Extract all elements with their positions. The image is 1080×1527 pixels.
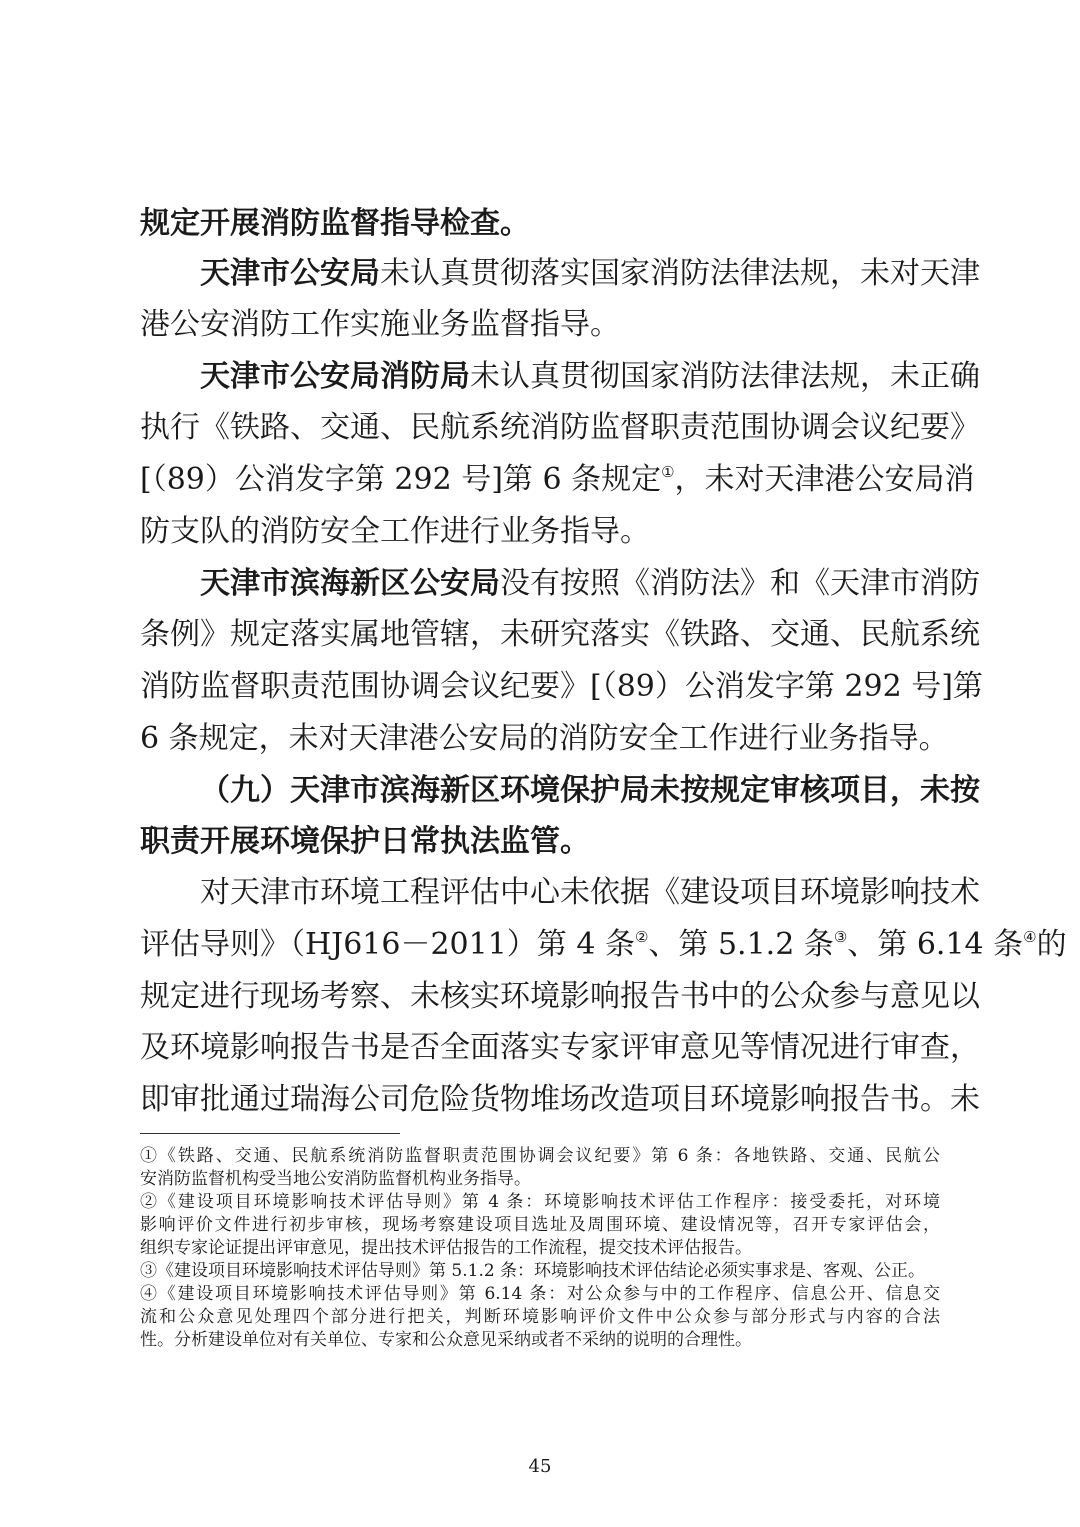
text: 职责开展环境保护日常执法监管。 xyxy=(140,824,590,859)
entity-name: 天津市滨海新区公安局 xyxy=(200,566,500,601)
entity-name: 天津市公安局消防局 xyxy=(200,359,470,394)
text: （九）天津市滨海新区环境保护局未按规定审核项目，未按 xyxy=(200,773,980,808)
body-line-7 xyxy=(140,502,940,562)
page-number: 45 xyxy=(528,1456,552,1477)
footnote-ref-4[interactable]: ④ xyxy=(1023,928,1037,946)
text: 、第 5.1.2 条 xyxy=(648,927,834,962)
body-line-6 xyxy=(140,450,975,510)
body-line-17 xyxy=(140,1018,980,1078)
text: [（89）公消发字第 292 号]第 6 条规定 xyxy=(140,462,662,497)
footnote-3: ③《建设项目环境影响技术评估导则》第 5.1.2 条：环境影响技术评估结论必须实事求是、客观、公正。 xyxy=(140,1261,926,1281)
body-line-14 xyxy=(200,863,980,923)
text: 规定进行现场考察、未核实环境影响报告书中的公众参与意见以 xyxy=(140,979,980,1014)
text: 没有按照《消防法》和《天津市消防 xyxy=(500,566,980,601)
text: 执行《铁路、交通、民航系统消防监督职责范围协调会议纪要》 xyxy=(140,410,980,445)
text: 评估导则》（HJ616－2011）第 4 条 xyxy=(140,927,635,962)
text: 及环境影响报告书是否全面落实专家评审意见等情况进行审查， xyxy=(140,1030,980,1065)
text: 条例》规定落实属地管辖，未研究落实《铁路、交通、民航系统 xyxy=(140,617,980,652)
footnote-ref-2[interactable]: ② xyxy=(634,928,649,946)
text: 防支队的消防安全工作进行业务指导。 xyxy=(140,514,650,549)
text: 6 条规定，未对天津港公安局的消防安全工作进行业务指导。 xyxy=(140,721,949,756)
text: 消防监督职责范围协调会议纪要》[（89）公消发字第 292 号]第 xyxy=(140,669,983,704)
body-line-3 xyxy=(140,295,940,355)
footnote-separator xyxy=(140,1133,400,1134)
text: ，未对天津港公安局消 xyxy=(674,462,975,497)
footnote-4-line-1: ④《建设项目环境影响技术评估导则》第 6.14 条：对公众参与中的工作程序、信息公开、信息交 xyxy=(140,1284,940,1304)
footnote-2-line-1: ②《建设项目环境影响技术评估导则》第 4 条：环境影响技术评估工作程序：接受委托，对环境 xyxy=(140,1192,940,1212)
text: 即审批通过瑞海公司危险货物堆场改造项目环境影响报告书。未 xyxy=(140,1082,980,1117)
footnote-4-line-2: 流和公众意见处理四个部分进行把关，判断环境影响评价文件中公众参与部分形式与内容的合法 xyxy=(140,1307,940,1327)
body-line-10 xyxy=(140,657,983,717)
footnote-2-line-3: 组织专家论证提出评审意见，提出技术评估报告的工作流程，提交技术评估报告。 xyxy=(140,1238,752,1258)
footnote-4-line-3: 性。分析建设单位对有关单位、专家和公众意见采纳或者不采纳的说明的合理性。 xyxy=(140,1330,752,1350)
footnote-ref-1[interactable]: ① xyxy=(661,463,675,481)
text: 未认真贯彻国家消防法律法规，未正确 xyxy=(470,359,980,394)
body-line-9 xyxy=(140,605,980,665)
footnote-ref-3[interactable]: ③ xyxy=(833,928,848,946)
text: 港公安消防工作实施业务监督指导。 xyxy=(140,307,620,342)
text: 的 xyxy=(1036,927,1067,962)
text: 对天津市环境工程评估中心未依据《建设项目环境影响技术 xyxy=(200,875,980,910)
body-line-15 xyxy=(140,915,1067,975)
footnote-2-line-2: 影响评价文件进行初步审核，现场考察建设项目选址及周围环境、建设情况等，召开专家评估会， xyxy=(140,1215,940,1235)
body-line-18 xyxy=(140,1070,980,1130)
text: 、第 6.14 条 xyxy=(847,927,1024,962)
footnote-1-line-2: 安消防监督机构受当地公安消防监督机构业务指导。 xyxy=(140,1169,531,1189)
text: 未认真贯彻落实国家消防法律法规，未对天津 xyxy=(380,256,980,291)
text: 规定开展消防监督指导检查。 xyxy=(140,206,530,241)
footnote-1-line-1: ①《铁路、交通、民航系统消防监督职责范围协调会议纪要》第 6 条：各地铁路、交通、民航公 xyxy=(140,1146,940,1166)
body-line-11 xyxy=(140,709,949,769)
entity-name: 天津市公安局 xyxy=(200,256,380,291)
body-line-5 xyxy=(140,398,980,458)
